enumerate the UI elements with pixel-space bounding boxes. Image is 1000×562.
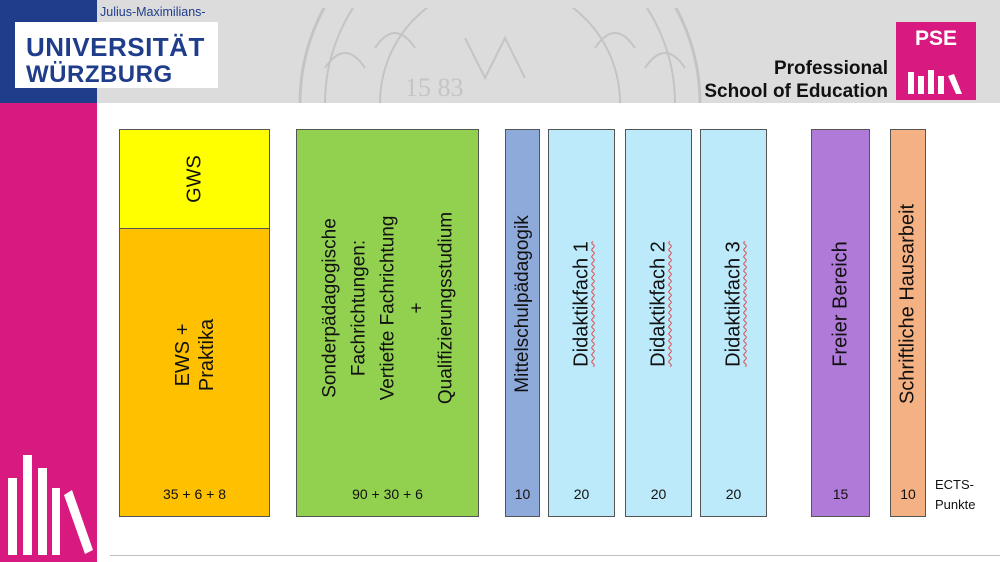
didaktik3-ects-value: 20 (725, 486, 742, 502)
sonder-label-line2: Fachrichtungen: (348, 239, 369, 376)
ews-label-line2: Praktika (195, 319, 218, 392)
university-name-small: Julius-Maximilians- (100, 5, 206, 19)
university-name-line1: UNIVERSITÄT (26, 32, 205, 62)
ects-legend (935, 475, 975, 515)
didaktik1-ects-value: 20 (573, 486, 590, 502)
pse-name-line2: School of Education (704, 81, 888, 102)
didaktik2-ects-value: 20 (650, 486, 667, 502)
sonder-label-line3: Vertiefte Fachrichtung (377, 215, 398, 400)
mittelschul-label: Mittelschulpädagogik (511, 214, 533, 393)
sonder-label-line1: Sonderpädagogische (319, 217, 340, 398)
books-icon (904, 62, 968, 94)
freier-box (811, 129, 870, 517)
books-graphic-icon (8, 450, 93, 555)
sonder-ects-value: 90 + 30 + 6 (352, 486, 423, 502)
ects-legend-line2: Punkte (935, 497, 976, 512)
hausarbeit-box (890, 129, 926, 517)
freier-ects-value: 15 (832, 486, 849, 502)
mittelschul-box (505, 129, 540, 517)
ects-legend-line1: ECTS- (935, 477, 974, 492)
pse-name-line1: Professional (773, 58, 888, 79)
didaktik2-label: Didaktikfach 2 (647, 240, 669, 367)
hausarbeit-ects-value: 10 (900, 486, 916, 502)
sonder-label-line5: Qualifizierungsstudium (435, 211, 456, 404)
freier-label: Freier Bereich (829, 240, 851, 367)
pse-name (704, 57, 888, 103)
sonder-box (296, 129, 479, 517)
pse-logo (896, 22, 976, 100)
sonder-label-line4: + (406, 301, 427, 314)
ews-box (119, 228, 270, 517)
didaktik2-box (625, 129, 692, 517)
ews-label (171, 319, 219, 391)
svg-text:15 83: 15 83 (405, 73, 464, 102)
university-seal-watermark (265, 8, 735, 103)
sonder-label (315, 211, 460, 403)
gws-label: GWS (183, 155, 205, 203)
pse-logo-text: PSE (914, 27, 958, 50)
university-name-line2: WÜRZBURG (26, 61, 173, 88)
bottom-divider (110, 555, 1000, 556)
didaktik1-label: Didaktikfach 1 (570, 240, 592, 367)
didaktik3-box (700, 129, 767, 517)
ews-label-line1: EWS + (171, 323, 194, 387)
didaktik3-label: Didaktikfach 3 (722, 240, 744, 367)
hausarbeit-label: Schriftliche Hausarbeit (896, 203, 919, 404)
ews-ects-value: 35 + 6 + 8 (162, 486, 227, 502)
didaktik1-box (548, 129, 615, 517)
mittelschul-ects-value: 10 (514, 486, 531, 502)
gws-box (119, 129, 270, 229)
